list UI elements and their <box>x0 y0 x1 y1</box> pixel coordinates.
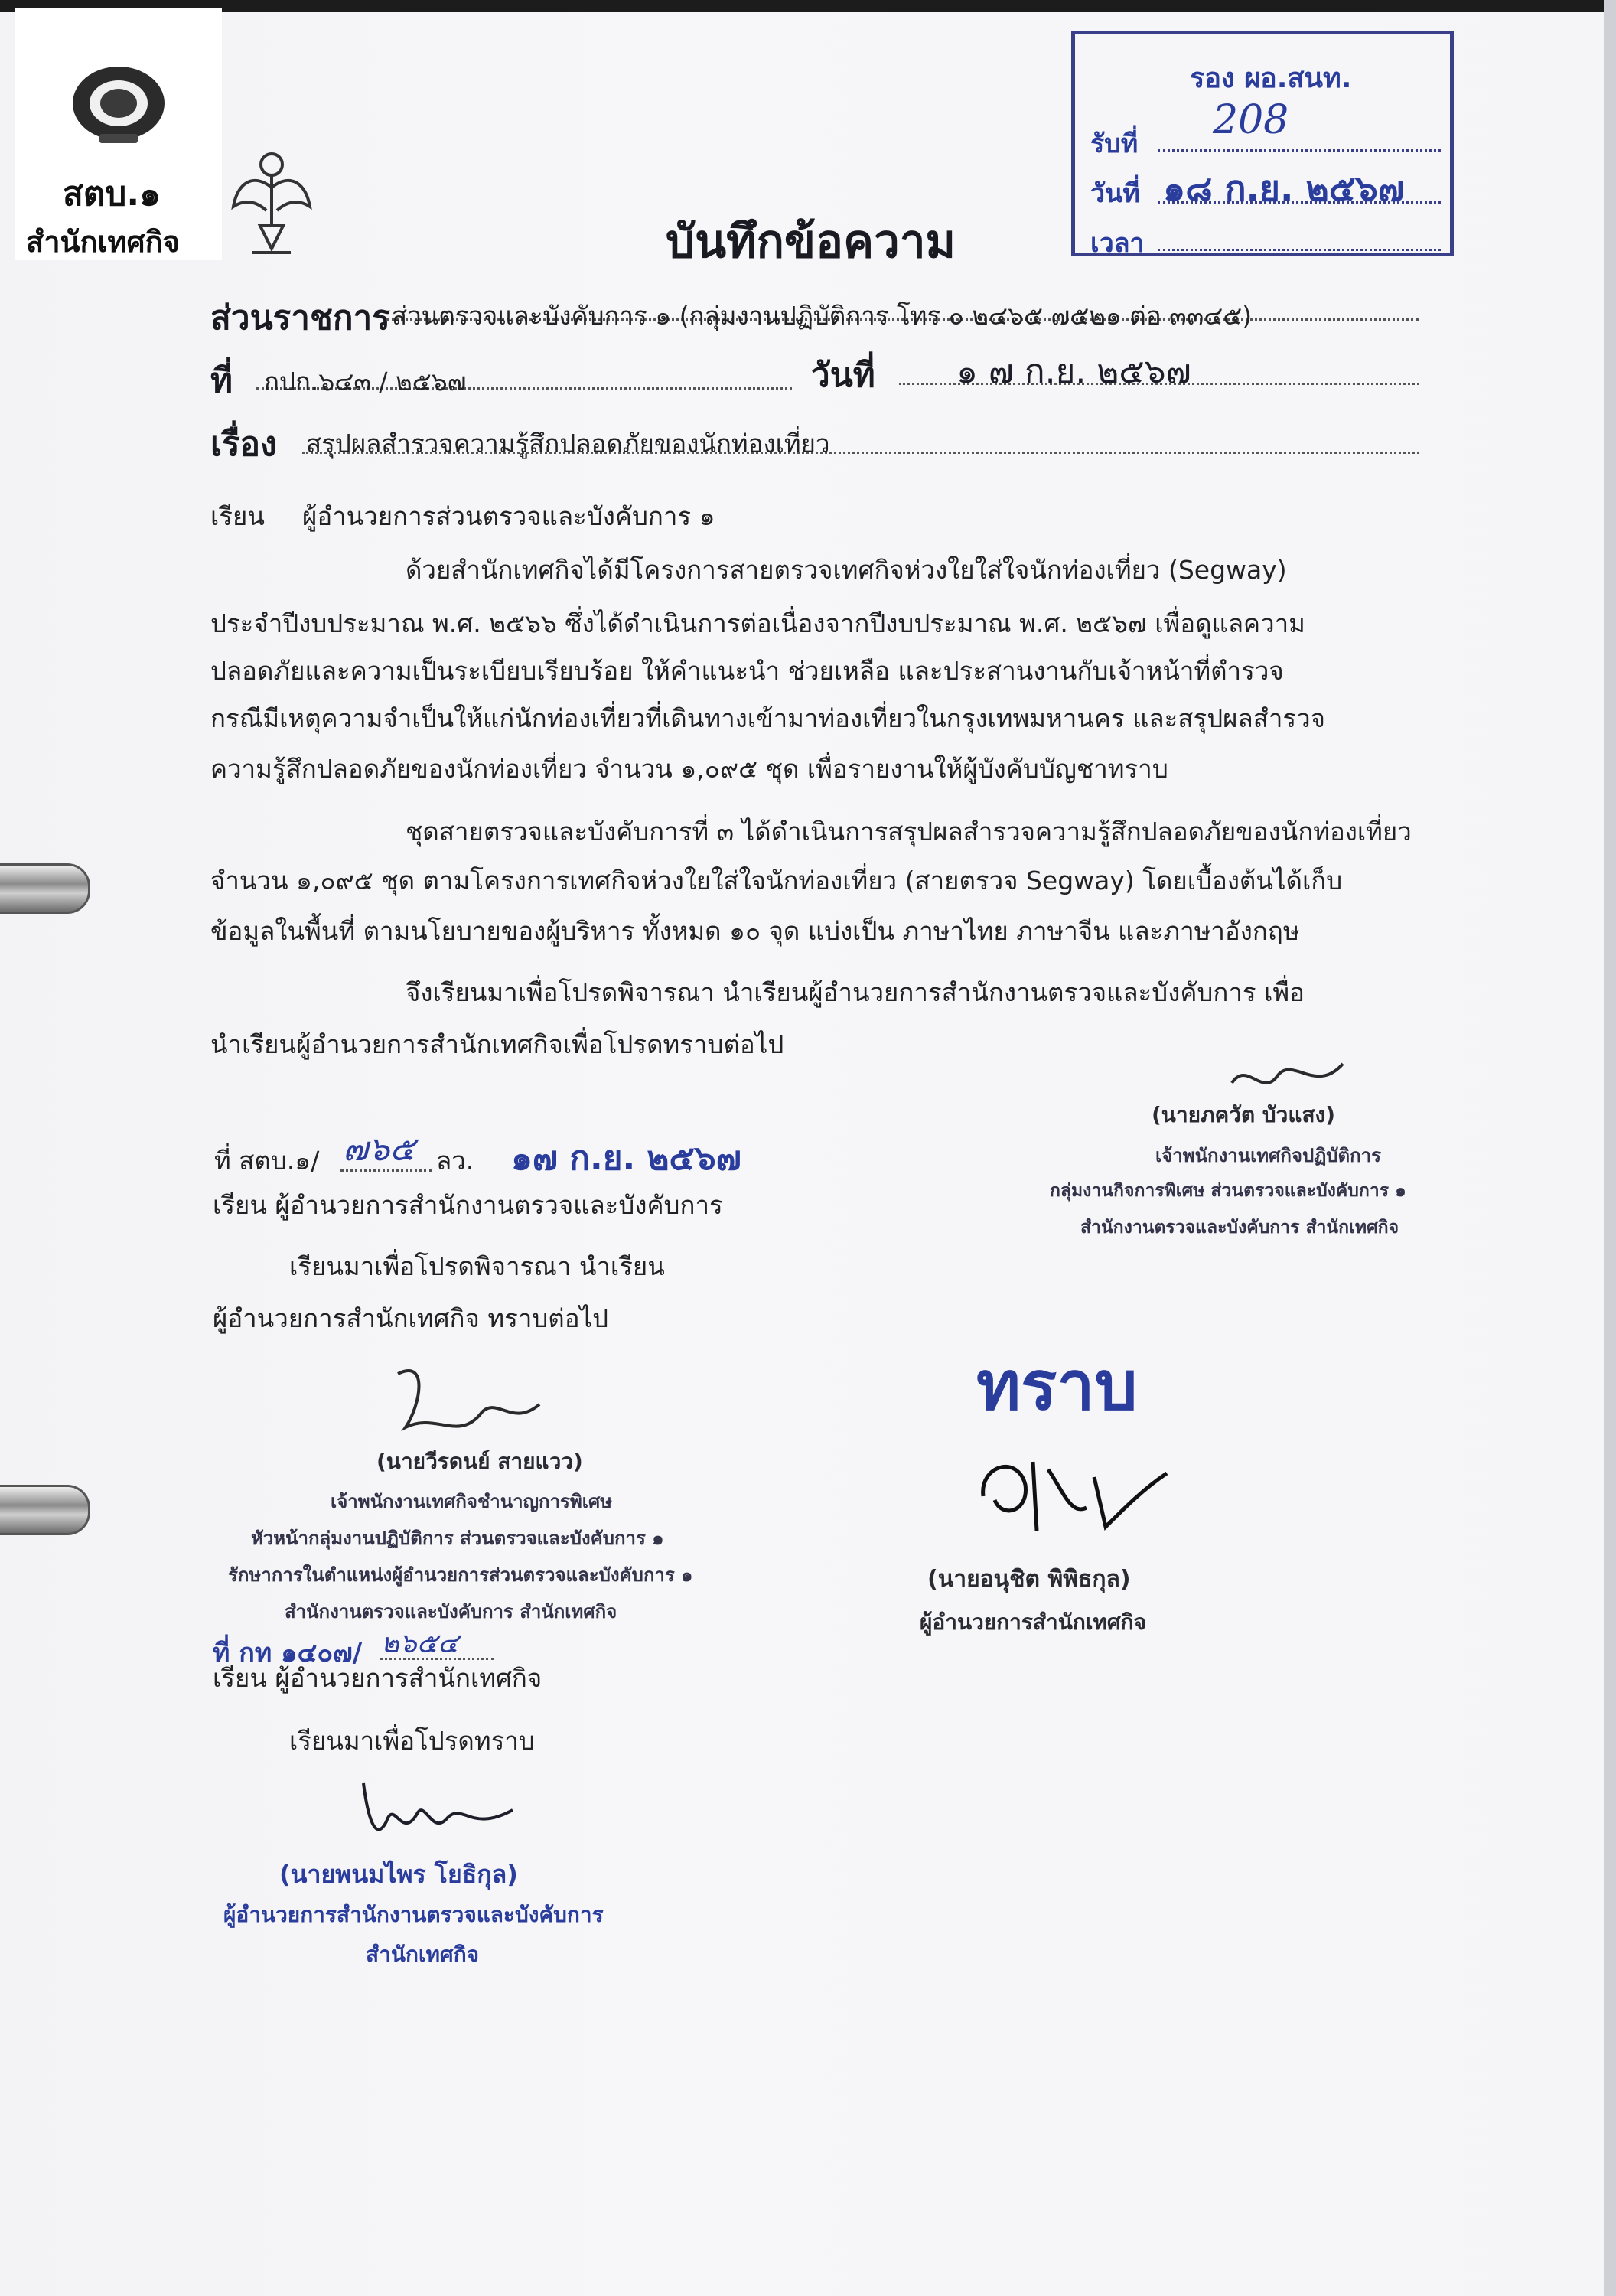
signer-2-line-1: เจ้าพนักงานเทศกิจชำนาญการพิเศษ <box>331 1491 613 1512</box>
signer-1-name: (นายภควัต บัวแสง) <box>1152 1102 1336 1127</box>
signer-4-title: ผู้อำนวยการสำนักเทศกิจ <box>920 1609 1146 1635</box>
body-p1-line-1: ด้วยสำนักเทศกิจได้มีโครงการสายตรวจเทศกิจห่วงใยใส่ใจนักท่องเที่ยว (Segway) <box>406 555 1287 585</box>
acknowledge-stamp: ทราบ <box>976 1346 1138 1425</box>
scanner-top-edge <box>0 0 1616 12</box>
stamp-received-number: 208 <box>1213 97 1289 143</box>
stamp-time-label: เวลา <box>1090 228 1145 259</box>
signer-2-name: (นายวีรดนย์ สายแวว) <box>376 1449 583 1474</box>
body-p1-line-5: ความรู้สึกปลอดภัยของนักท่องเที่ยว จำนวน ๑,๐๙๕ ชุด เพื่อรายงานให้ผู้บังคับบัญชาทราบ <box>210 754 1168 784</box>
signer-3-line-2: สำนักเทศกิจ <box>366 1942 480 1967</box>
date-value: ๑ ๗ ก.ย. ๒๕๖๗ <box>956 352 1191 391</box>
stamp-date-label: วันที่ <box>1090 178 1140 209</box>
addressee-label: เรียน <box>210 501 265 531</box>
signer-1-line-1: เจ้าพนักงานเทศกิจปฏิบัติการ <box>1155 1145 1382 1166</box>
endorse-2-to: เรียน ผู้อำนวยการสำนักเทศกิจ <box>213 1663 542 1693</box>
garuda-emblem-icon <box>230 142 314 256</box>
stamp-received-dots <box>1158 149 1441 152</box>
endorse-1-date-stamp: ๑๗ ก.ย. ๒๕๖๗ <box>511 1139 741 1178</box>
logo-block <box>15 8 222 260</box>
endorse-2-ref-label: ที่ กท ๑๔๐๗/ <box>213 1638 363 1668</box>
signer-1-line-2: กลุ่มงานกิจการพิเศษ ส่วนตรวจและบังคับการ ๑ <box>1050 1181 1406 1201</box>
subject-value: สรุปผลสำรวจความรู้สึกปลอดภัยของนักท่องเที่ยว <box>306 429 830 458</box>
scanner-right-edge <box>1604 0 1616 2296</box>
body-p2-line-1: ชุดสายตรวจและบังคับการที่ ๓ ได้ดำเนินการสรุปผลสำรวจความรู้สึกปลอดภัยของนักท่องเที่ยว <box>406 817 1412 846</box>
document-title: บันทึกข้อความ <box>666 215 956 269</box>
signature-3-icon <box>348 1768 524 1856</box>
agency-label: ส่วนราชการ <box>210 298 390 338</box>
signer-2-line-3: รักษาการในตำแหน่งผู้อำนวยการส่วนตรวจและบังคับการ ๑ <box>228 1564 693 1586</box>
signer-3-line-1: ผู้อำนวยการสำนักงานตรวจและบังคับการ <box>223 1902 604 1927</box>
signer-4-name: (นายอนุชิต พิพิธกุล) <box>927 1566 1131 1593</box>
addressee-value: ผู้อำนวยการส่วนตรวจและบังคับการ ๑ <box>302 501 715 531</box>
endorse-1-ref-number: ๗๖๕ <box>343 1130 415 1169</box>
endorse-1-text-1: เรียนมาเพื่อโปรดพิจารณา นำเรียน <box>289 1251 665 1281</box>
bangkok-emblem-icon <box>65 61 172 145</box>
body-p1-line-3: ปลอดภัยและความเป็นระเบียบเรียบร้อย ให้คำแนะนำ ช่วยเหลือ และประสานงานกับเจ้าหน้าที่ตำรวจ <box>210 656 1284 686</box>
signer-2-line-4: สำนักงานตรวจและบังคับการ สำนักเทศกิจ <box>285 1601 617 1623</box>
endorse-1-ref-mid: ลว. <box>436 1146 474 1176</box>
body-p3-line-2: นำเรียนผู้อำนวยการสำนักเทศกิจเพื่อโปรดทราบต่อไป <box>210 1029 784 1059</box>
endorse-1-ref-label: ที่ สตบ.๑/ <box>214 1146 320 1176</box>
signature-4-icon <box>972 1446 1171 1546</box>
endorse-2-text: เรียนมาเพื่อโปรดทราบ <box>289 1726 535 1756</box>
body-p1-line-4: กรณีมีเหตุความจำเป็นให้แก่นักท่องเที่ยวที่เดินทางเข้ามาท่องเที่ยวในกรุงเทพมหานคร และสรุปผลสำรวจ <box>210 703 1325 733</box>
reference-value: กปก.๖๔๓ / ๒๕๖๗ <box>264 367 467 396</box>
logo-line-2: สำนักเทศกิจ <box>26 225 180 259</box>
stamp-title: รอง ผอ.สนท. <box>1190 63 1352 94</box>
stamp-time-dots <box>1158 249 1441 251</box>
body-p2-line-3: ข้อมูลในพื้นที่ ตามนโยบายของผู้บริหาร ทั้งหมด ๑๐ จุด แบ่งเป็น ภาษาไทย ภาษาจีน และภาษาอังกฤษ <box>210 916 1300 946</box>
date-label: วันที่ <box>811 356 875 395</box>
agency-value: ส่วนตรวจและบังคับการ ๑ (กลุ่มงานปฏิบัติการ โทร ๐ ๒๔๖๕ ๗๕๒๑ ต่อ ๓๓๔๕) <box>392 301 1253 331</box>
body-p3-line-1: จึงเรียนมาเพื่อโปรดพิจารณา นำเรียนผู้อำนวยการสำนักงานตรวจและบังคับการ เพื่อ <box>406 977 1305 1007</box>
stamp-date-value: ๑๘ ก.ย. ๒๕๖๗ <box>1163 168 1405 209</box>
endorse-1-to: เรียน ผู้อำนวยการสำนักงานตรวจและบังคับการ <box>213 1190 723 1220</box>
signer-2-line-2: หัวหน้ากลุ่มงานปฏิบัติการ ส่วนตรวจและบังคับการ ๑ <box>251 1528 664 1549</box>
endorse-2-ref-number: ๒๖๕๔ <box>381 1628 459 1659</box>
received-stamp <box>1071 31 1454 259</box>
subject-label: เรื่อง <box>210 425 277 464</box>
binder-ring-bottom <box>0 1485 90 1535</box>
body-p2-line-2: จำนวน ๑,๐๙๕ ชุด ตามโครงการเทศกิจห่วงใยใส่ใจนักท่องเที่ยว (สายตรวจ Segway) โดยเบื้องต้นได้เก็บ <box>210 866 1343 895</box>
stamp-received-label: รับที่ <box>1090 129 1139 159</box>
signer-1-line-3: สำนักงานตรวจและบังคับการ สำนักเทศกิจ <box>1080 1218 1399 1238</box>
reference-label: ที่ <box>210 361 233 400</box>
endorse-1-text-2: ผู้อำนวยการสำนักเทศกิจ ทราบต่อไป <box>213 1303 609 1333</box>
logo-line-1: สตบ.๑ <box>63 174 161 214</box>
binder-ring-top <box>0 863 90 914</box>
signer-3-name: (นายพนมไพร โยธิกุล) <box>279 1860 518 1889</box>
body-p1-line-2: ประจำปีงบประมาณ พ.ศ. ๒๕๖๖ ซึ่งได้ดำเนินการต่อเนื่องจากปีงบประมาณ พ.ศ. ๒๕๖๗ เพื่อดูแลความ <box>210 608 1305 638</box>
endorse-1-ref-dots <box>340 1169 432 1172</box>
